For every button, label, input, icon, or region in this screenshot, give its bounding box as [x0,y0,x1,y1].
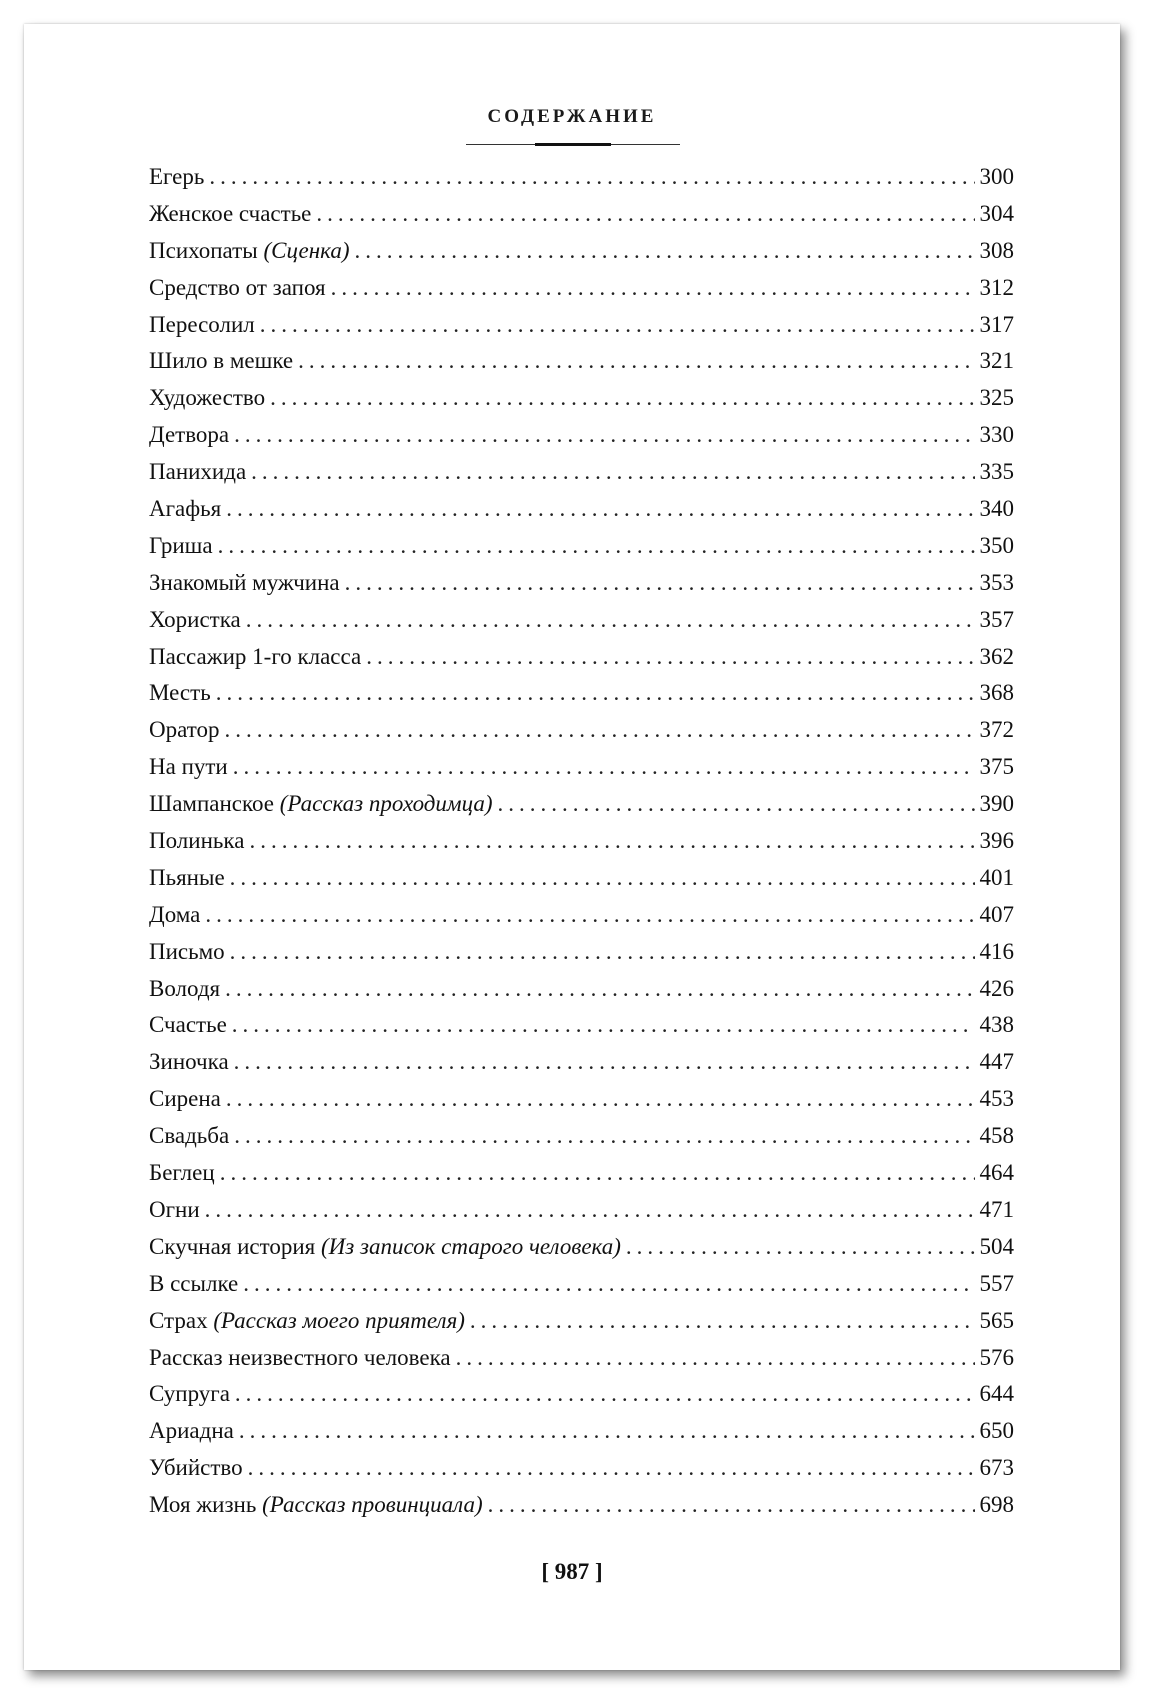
toc-entry [149,528,1014,565]
toc-entry-page: 390 [979,791,1014,817]
toc-entry-name: Художество [149,385,266,411]
toc-entry-name: Супруга [149,1381,230,1407]
toc-entry-page: 317 [979,311,1014,337]
toc-entry [149,1266,1014,1303]
toc-entry-name: Хористка [149,606,241,632]
toc-entry-name: Дома [149,901,201,927]
toc-entry [149,196,1014,233]
toc-entry [149,1303,1014,1340]
toc-entry-name: Пересолил [149,311,255,337]
toc-entry-title [149,897,200,934]
toc-entry [149,1044,1014,1081]
toc-entry [149,749,1014,786]
toc-leader-dots [209,159,974,196]
toc-leader-dots [234,1044,975,1081]
toc-entry-name: Сирена [149,1086,221,1112]
toc-entry-title [149,1081,221,1118]
toc-entry [149,454,1014,491]
toc-entry-page: 504 [979,1233,1014,1259]
toc-entry-name: Свадьба [149,1123,230,1149]
toc-entry-page: 557 [979,1270,1014,1296]
toc-entry-page: 426 [979,975,1014,1001]
toc-entry [149,343,1014,380]
toc-leader-dots [488,1487,975,1524]
toc-entry-title [149,1487,483,1524]
toc-entry-title [149,491,221,528]
toc-entry [149,823,1014,860]
toc-entry-title [149,675,211,712]
toc-entry-name: Счастье [149,1012,227,1038]
toc-leader-dots [235,1376,975,1413]
toc-leader-dots [470,1303,975,1340]
toc-entry [149,1340,1014,1377]
toc-entry [149,270,1014,307]
toc-entry-page: 335 [979,459,1014,485]
toc-leader-dots [216,675,975,712]
toc-leader-dots [248,1450,975,1487]
toc-entry-subtitle: (Рассказ моего приятеля) [213,1307,465,1333]
toc-entry-title [149,934,225,971]
toc-entry-name: Женское счастье [149,200,312,226]
toc-entry-title [149,712,219,749]
page-heading: СОДЕРЖАНИЕ [487,106,657,127]
toc-entry-title [149,233,349,270]
toc-entry-page: 300 [979,164,1014,189]
toc-entry-page: 340 [979,496,1014,522]
toc-entry-name: Гриша [149,532,213,558]
toc-entry-title [149,159,204,196]
toc-entry [149,159,1014,196]
table-of-contents [149,159,1014,1524]
toc-entry-title [149,528,213,565]
toc-entry-name: На пути [149,754,228,780]
toc-entry [149,1155,1014,1192]
toc-entry-title [149,1450,243,1487]
toc-entry-name: Володя [149,975,221,1001]
toc-entry-title [149,860,225,897]
toc-entry-title [149,417,229,454]
toc-entry-page: 312 [979,274,1014,300]
toc-entry-title [149,196,311,233]
toc-entry-name: Психопаты [149,237,258,263]
toc-entry-title [149,1376,230,1413]
toc-entry-title [149,1266,238,1303]
toc-entry-page: 401 [979,864,1014,890]
toc-entry-page: 407 [979,901,1014,927]
toc-entry-title [149,1118,229,1155]
toc-entry-title [149,1007,227,1044]
toc-entry-title [149,270,326,307]
toc-entry [149,897,1014,934]
toc-entry-title [149,1229,621,1266]
toc-entry-name: Огни [149,1196,200,1222]
toc-leader-dots [205,897,974,934]
heading-rule-accent [535,143,611,146]
toc-entry [149,1118,1014,1155]
toc-entry-title [149,343,293,380]
toc-entry [149,1229,1014,1266]
toc-entry-name: Рассказ неизвестного человека [149,1344,451,1370]
toc-entry-name: В ссылке [149,1270,239,1296]
toc-entry-page: 353 [979,569,1014,595]
toc-leader-dots [354,233,974,270]
toc-entry-page: 357 [979,606,1014,632]
toc-leader-dots [270,380,974,417]
toc-entry-title [149,602,241,639]
toc-entry-page: 650 [979,1418,1014,1444]
toc-entry-name: Полинька [149,828,245,854]
toc-leader-dots [260,307,975,344]
toc-entry-name: Агафья [149,496,222,522]
toc-entry [149,1192,1014,1229]
toc-entry-name: Месть [149,680,211,706]
toc-entry-title [149,1155,215,1192]
toc-entry-title [149,1303,465,1340]
toc-entry [149,1413,1014,1450]
toc-entry-title [149,749,228,786]
toc-entry-title [149,1340,451,1377]
toc-entry-page: 372 [979,717,1014,743]
toc-entry-name: Егерь [149,164,205,189]
page-number: [ 987 ] [541,1559,603,1584]
toc-leader-dots [331,270,975,307]
toc-leader-dots [366,639,974,676]
toc-entry-name: Страх [149,1307,208,1333]
toc-entry [149,602,1014,639]
toc-entry-name: Шампанское [149,791,274,817]
toc-entry-subtitle: (Сценка) [263,237,350,263]
toc-entry-name: Пассажир 1-го класса [149,643,362,669]
toc-leader-dots [205,1192,975,1229]
toc-entry-name: Знакомый мужчина [149,569,340,595]
toc-entry-page: 576 [979,1344,1014,1370]
toc-entry-page: 368 [979,680,1014,706]
toc-leader-dots [316,196,974,233]
toc-entry [149,1450,1014,1487]
toc-entry-name: Пьяные [149,864,225,890]
toc-entry-page: 396 [979,828,1014,854]
toc-entry [149,675,1014,712]
toc-entry-page: 644 [979,1381,1014,1407]
toc-leader-dots [232,1007,975,1044]
toc-leader-dots [345,565,975,602]
toc-entry-title [149,971,220,1008]
toc-entry [149,491,1014,528]
toc-entry-title [149,639,361,676]
toc-entry [149,1081,1014,1118]
toc-entry-title [149,823,244,860]
toc-entry-subtitle: (Рассказ проходимца) [279,791,493,817]
toc-leader-dots [626,1229,975,1266]
toc-entry [149,417,1014,454]
toc-leader-dots [243,1266,974,1303]
toc-entry-title [149,786,493,823]
toc-entry-title [149,565,340,602]
toc-entry-title [149,1413,234,1450]
toc-entry-subtitle: (Из записок старого человека) [321,1233,621,1259]
toc-entry-subtitle: (Рассказ провинциала) [262,1492,483,1518]
toc-leader-dots [456,1340,975,1377]
toc-entry-page: 565 [979,1307,1014,1333]
toc-leader-dots [298,343,974,380]
toc-leader-dots [498,786,975,823]
toc-entry [149,712,1014,749]
toc-leader-dots [230,860,975,897]
toc-entry [149,233,1014,270]
toc-entry-name: Панихида [149,459,247,485]
book-page [24,24,1120,1670]
toc-entry-name: Зиночка [149,1049,229,1075]
toc-entry [149,307,1014,344]
toc-leader-dots [234,417,974,454]
toc-entry [149,786,1014,823]
toc-entry [149,1487,1014,1524]
toc-leader-dots [224,712,974,749]
toc-leader-dots [239,1413,975,1450]
toc-entry [149,1007,1014,1044]
toc-entry-page: 453 [979,1086,1014,1112]
toc-entry-name: Оратор [149,717,220,743]
toc-entry-page: 458 [979,1123,1014,1149]
toc-leader-dots [218,528,975,565]
toc-leader-dots [226,1081,975,1118]
toc-leader-dots [225,971,974,1008]
toc-entry-page: 325 [979,385,1014,411]
toc-entry-page: 304 [979,200,1014,226]
toc-leader-dots [249,823,974,860]
toc-entry-page: 673 [979,1455,1014,1481]
toc-entry-name: Беглец [149,1160,215,1186]
toc-entry-page: 471 [979,1196,1014,1222]
toc-entry [149,1376,1014,1413]
toc-entry-name: Убийство [149,1455,243,1481]
toc-entry-title [149,380,265,417]
toc-leader-dots [246,602,975,639]
toc-entry-page: 447 [979,1049,1014,1075]
toc-entry [149,860,1014,897]
toc-leader-dots [234,1118,974,1155]
toc-entry-title [149,1044,229,1081]
toc-entry [149,639,1014,676]
toc-entry-title [149,454,246,491]
toc-entry-page: 362 [979,643,1014,669]
toc-entry [149,380,1014,417]
toc-entry-page: 308 [979,237,1014,263]
toc-leader-dots [251,454,974,491]
toc-entry [149,934,1014,971]
toc-entry-page: 330 [979,422,1014,448]
toc-leader-dots [220,1155,975,1192]
toc-leader-dots [230,934,975,971]
toc-entry-page: 464 [979,1160,1014,1186]
toc-entry-name: Ариадна [149,1418,234,1444]
toc-entry-page: 321 [979,348,1014,374]
toc-entry-page: 416 [979,938,1014,964]
toc-leader-dots [226,491,974,528]
toc-entry-name: Средство от запоя [149,274,326,300]
toc-entry-name: Шило в мешке [149,348,294,374]
toc-entry [149,971,1014,1008]
toc-entry-page: 698 [979,1492,1014,1518]
toc-entry-page: 438 [979,1012,1014,1038]
toc-entry-page: 375 [979,754,1014,780]
toc-entry-name: Письмо [149,938,225,964]
toc-entry-name: Моя жизнь [149,1492,257,1518]
toc-entry-page: 350 [979,532,1014,558]
toc-entry-title [149,1192,200,1229]
toc-leader-dots [233,749,975,786]
toc-entry-name: Скучная история [149,1233,316,1259]
toc-entry [149,565,1014,602]
toc-entry-name: Детвора [149,422,230,448]
toc-entry-title [149,307,255,344]
